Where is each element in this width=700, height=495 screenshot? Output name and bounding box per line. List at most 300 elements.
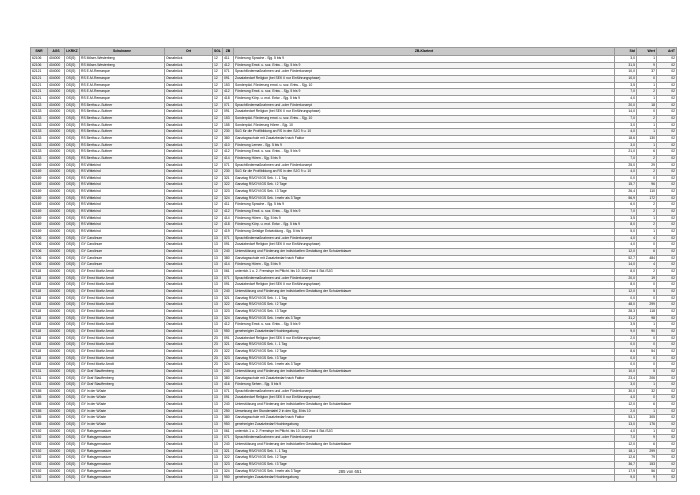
cell-ags: 404000 — [48, 75, 65, 82]
table-row — [31, 162, 677, 169]
cell-artt: 02 — [657, 468, 677, 475]
cell-std: 13,0 — [615, 422, 637, 429]
cell-lkrkz: OS(S) — [65, 89, 80, 96]
cell-zb: 091 — [223, 335, 234, 342]
cell-wert: 172 — [637, 195, 657, 202]
cell-schulname: RS Wittekind — [80, 162, 165, 169]
cell-std: 31,5 — [615, 62, 637, 69]
cell-zb: 230 — [223, 129, 234, 136]
cell-wert: 5 — [637, 288, 657, 295]
cell-zb-klartext: Ganztag RS/GY/IGS Sek. I 3 Tage — [234, 355, 615, 362]
cell-lkrkz: OS(S) — [65, 335, 80, 342]
cell-lkrkz: OS(S) — [65, 402, 80, 409]
cell-ags: 404000 — [48, 82, 65, 89]
cell-artt: 02 — [657, 448, 677, 455]
cell-ags: 404000 — [48, 62, 65, 69]
cell-lkrkz: OS(S) — [65, 235, 80, 242]
cell-zb-klartext: Sprachfördermaßnahmen und -oder Förderkonzept — [234, 102, 615, 109]
cell-ags: 404000 — [48, 322, 65, 329]
cell-zb: 091 — [223, 395, 234, 402]
cell-snr: 67118 — [31, 275, 48, 282]
cell-ags: 404000 — [48, 475, 65, 482]
table-row — [31, 155, 677, 162]
table-row — [31, 122, 677, 129]
cell-schulname: GY Ernst Moritz Arndt — [80, 302, 165, 309]
table-row — [31, 368, 677, 375]
cell-std: 10,0 — [615, 368, 637, 375]
cell-ort: Osnabrück — [165, 209, 213, 216]
cell-ags: 404000 — [48, 302, 65, 309]
cell-zb-klartext: Ganztag RS/GY/IGS Sek. I - 1 Tag — [234, 448, 615, 455]
cell-artt: 02 — [657, 282, 677, 289]
cell-schulname: GY Ernst Moritz Arndt — [80, 335, 165, 342]
cell-std: 4,0 — [615, 129, 637, 136]
cell-sgl: 12 — [213, 202, 223, 209]
cell-ags: 404000 — [48, 135, 65, 142]
cell-ags: 404000 — [48, 415, 65, 422]
cell-schulname: RS Bertha-v.-Suttner — [80, 122, 165, 129]
cell-artt: 02 — [657, 215, 677, 222]
cell-ags: 404000 — [48, 348, 65, 355]
cell-zb: 071 — [223, 102, 234, 109]
cell-ort: Osnabrück — [165, 175, 213, 182]
cell-snr: 67118 — [31, 348, 48, 355]
cell-snr: 67106 — [31, 262, 48, 269]
cell-snr: 67118 — [31, 322, 48, 329]
cell-sgl: 12 — [213, 95, 223, 102]
cell-ags: 404000 — [48, 175, 65, 182]
cell-schulname: GY Ratsgymnasium — [80, 475, 165, 482]
cell-sgl: 13 — [213, 322, 223, 329]
cell-ort: Osnabrück — [165, 442, 213, 449]
cell-lkrkz: OS(S) — [65, 342, 80, 349]
cell-zb-klartext: Sonderpäd. Förderung emot. u. soz. Entw. - Sjg. 10 — [234, 82, 615, 89]
cell-zb-klartext: Zusatzbedarf Religion (bei SEK II nur Einführungsphase) — [234, 109, 615, 116]
cell-lkrkz: OS(S) — [65, 102, 80, 109]
cell-lkrkz: OS(S) — [65, 355, 80, 362]
cell-wert: 1 — [637, 382, 657, 389]
cell-std: 8,0 — [615, 222, 637, 229]
cell-ags: 404000 — [48, 229, 65, 236]
cell-ags: 404000 — [48, 249, 65, 256]
cell-snr: 67155 — [31, 415, 48, 422]
cell-std: 8,0 — [615, 269, 637, 276]
cell-zb-klartext: Sonderpäd. Förderung Hören - Sjg. 10 — [234, 122, 615, 129]
cell-wert: 0 — [637, 109, 657, 116]
cell-lkrkz: OS(S) — [65, 82, 80, 89]
cell-artt: 02 — [657, 69, 677, 76]
col-header-snr: SNR — [31, 48, 48, 56]
cell-zb-klartext: Sprachfördermaßnahmen und -oder Förderkonzept — [234, 235, 615, 242]
cell-schulname: RS E-M-Remarque — [80, 95, 165, 102]
cell-lkrkz: OS(S) — [65, 202, 80, 209]
cell-schulname: RS E-M-Remarque — [80, 75, 165, 82]
cell-sgl: 13 — [213, 235, 223, 242]
cell-zb: 071 — [223, 435, 234, 442]
cell-zb-klartext: Unterstützung und Förderung der individuellen Gestaltung der Schulzeitdauer — [234, 368, 615, 375]
cell-snr: 67155 — [31, 395, 48, 402]
cell-ort: Osnabrück — [165, 402, 213, 409]
cell-artt: 02 — [657, 322, 677, 329]
cell-zb-klartext: Ganztag RS/GY/IGS Sek. I 2 Tage — [234, 455, 615, 462]
cell-snr: 62169 — [31, 222, 48, 229]
cell-ort: Osnabrück — [165, 348, 213, 355]
cell-std: 21,0 — [615, 149, 637, 156]
cell-snr: 62121 — [31, 75, 48, 82]
cell-sgl: 12 — [213, 75, 223, 82]
cell-std: 12,0 — [615, 442, 637, 449]
col-header-lkrkz: LKRKZ — [65, 48, 80, 56]
cell-ags: 404000 — [48, 202, 65, 209]
cell-ort: Osnabrück — [165, 155, 213, 162]
cell-zb-klartext: Förderung Emot. u. soz. Entw. - Sjg. 5 bis 9 — [234, 209, 615, 216]
cell-lkrkz: OS(S) — [65, 249, 80, 256]
cell-schulname: RS Bertha-v.-Suttner — [80, 135, 165, 142]
table-row — [31, 475, 677, 482]
cell-snr: 62133 — [31, 149, 48, 156]
cell-snr: 62121 — [31, 89, 48, 96]
cell-zb: 240 — [223, 402, 234, 409]
cell-ort: Osnabrück — [165, 342, 213, 349]
cell-lkrkz: OS(S) — [65, 222, 80, 229]
cell-lkrkz: OS(S) — [65, 75, 80, 82]
cell-zb: 153 — [223, 82, 234, 89]
cell-artt: 02 — [657, 328, 677, 335]
cell-artt: 02 — [657, 342, 677, 349]
cell-std: 52,7 — [615, 255, 637, 262]
cell-wert: 1 — [637, 122, 657, 129]
cell-schulname: RS Möser-Westerberg — [80, 62, 165, 69]
cell-zb: 240 — [223, 368, 234, 375]
cell-ags: 404000 — [48, 408, 65, 415]
report-table — [30, 47, 677, 482]
cell-zb-klartext: Ganztagsschule mit Zusatzbedarf nach Faktor — [234, 135, 615, 142]
cell-snr: 62169 — [31, 229, 48, 236]
cell-lkrkz: OS(S) — [65, 448, 80, 455]
cell-ort: Osnabrück — [165, 428, 213, 435]
cell-sgl: 12 — [213, 69, 223, 76]
cell-sgl: 13 — [213, 408, 223, 415]
cell-snr: 67192 — [31, 435, 48, 442]
cell-sgl: 12 — [213, 182, 223, 189]
cell-ags: 404000 — [48, 375, 65, 382]
cell-lkrkz: OS(S) — [65, 109, 80, 116]
cell-sgl: 13 — [213, 435, 223, 442]
cell-lkrkz: OS(S) — [65, 408, 80, 415]
table-row — [31, 135, 677, 142]
cell-wert: 0 — [637, 75, 657, 82]
cell-ags: 404000 — [48, 342, 65, 349]
cell-zb-klartext: Ganztagsschule mit Zusatzbedarf nach Faktor — [234, 255, 615, 262]
cell-ags: 404000 — [48, 215, 65, 222]
cell-ags: 404000 — [48, 56, 65, 63]
cell-lkrkz: OS(S) — [65, 368, 80, 375]
cell-std: 14,0 — [615, 109, 637, 116]
cell-wert: 299 — [637, 302, 657, 309]
table-row — [31, 149, 677, 156]
cell-ort: Osnabrück — [165, 89, 213, 96]
cell-sgl: 12 — [213, 215, 223, 222]
cell-artt: 02 — [657, 62, 677, 69]
cell-schulname: RS Wittekind — [80, 189, 165, 196]
cell-std: 7,0 — [615, 89, 637, 96]
cell-lkrkz: OS(S) — [65, 455, 80, 462]
cell-lkrkz: OS(S) — [65, 142, 80, 149]
cell-artt: 02 — [657, 89, 677, 96]
cell-ags: 404000 — [48, 362, 65, 369]
cell-schulname: RS Bertha-v.-Suttner — [80, 142, 165, 149]
cell-artt: 02 — [657, 169, 677, 176]
cell-schulname: GY Graf Stauffenberg — [80, 382, 165, 389]
cell-wert: 2 — [637, 202, 657, 209]
cell-snr: 67118 — [31, 282, 48, 289]
cell-ort: Osnabrück — [165, 262, 213, 269]
cell-artt: 02 — [657, 229, 677, 236]
cell-std: 3,0 — [615, 122, 637, 129]
cell-wert: 130 — [637, 135, 657, 142]
cell-zb: 324 — [223, 195, 234, 202]
cell-sgl: 12 — [213, 56, 223, 63]
cell-ort: Osnabrück — [165, 56, 213, 63]
cell-ort: Osnabrück — [165, 375, 213, 382]
cell-zb: 412 — [223, 62, 234, 69]
cell-wert: 9 — [637, 435, 657, 442]
cell-ags: 404000 — [48, 89, 65, 96]
cell-sgl: 13 — [213, 275, 223, 282]
cell-std: 2,0 — [615, 408, 637, 415]
cell-lkrkz: OS(S) — [65, 149, 80, 156]
cell-zb: 323 — [223, 308, 234, 315]
cell-zb-klartext: Ganztag RS/GY/IGS Sek. I - 1 Tag — [234, 175, 615, 182]
cell-ort: Osnabrück — [165, 295, 213, 302]
cell-sgl: 13 — [213, 422, 223, 429]
cell-schulname: RS Wittekind — [80, 215, 165, 222]
cell-zb: 061 — [223, 269, 234, 276]
table-row — [31, 462, 677, 469]
cell-sgl: 12 — [213, 169, 223, 176]
cell-schulname: RS Bertha-v.-Suttner — [80, 155, 165, 162]
cell-schulname: GY Ernst Moritz Arndt — [80, 282, 165, 289]
cell-sgl: 12 — [213, 135, 223, 142]
cell-zb: 071 — [223, 235, 234, 242]
cell-ort: Osnabrück — [165, 355, 213, 362]
cell-zb: 412 — [223, 149, 234, 156]
cell-artt: 02 — [657, 388, 677, 395]
cell-zb-klartext: Ganztag RS/GY/IGS Sek. I 3 Tage — [234, 462, 615, 469]
cell-sgl: 13 — [213, 282, 223, 289]
cell-zb-klartext: Zusatzbedarf Religion (bei SEK II nur Einführungsphase) — [234, 335, 615, 342]
cell-zb: 091 — [223, 75, 234, 82]
cell-ags: 404000 — [48, 162, 65, 169]
table-row — [31, 402, 677, 409]
cell-std: 30,0 — [615, 388, 637, 395]
cell-snr: 67118 — [31, 328, 48, 335]
cell-artt: 02 — [657, 355, 677, 362]
cell-schulname: RS Bertha-v.-Suttner — [80, 149, 165, 156]
cell-ort: Osnabrück — [165, 162, 213, 169]
cell-snr: 62169 — [31, 189, 48, 196]
cell-schulname: GY Ernst Moritz Arndt — [80, 322, 165, 329]
cell-wert: 0 — [637, 175, 657, 182]
cell-artt: 02 — [657, 195, 677, 202]
cell-std: 0,0 — [615, 175, 637, 182]
cell-zb-klartext: Unterstützung und Förderung der individuellen Gestaltung der Schulzeitdauer — [234, 249, 615, 256]
cell-artt: 02 — [657, 102, 677, 109]
cell-lkrkz: OS(S) — [65, 462, 80, 469]
cell-zb-klartext: Sprachfördermaßnahmen und -oder Förderkonzept — [234, 275, 615, 282]
cell-snr: 62106 — [31, 56, 48, 63]
cell-schulname: GY Ernst Moritz Arndt — [80, 342, 165, 349]
cell-wert: 1 — [637, 82, 657, 89]
cell-artt: 02 — [657, 56, 677, 63]
table-row — [31, 235, 677, 242]
cell-sgl: 13 — [213, 448, 223, 455]
cell-zb: 414 — [223, 155, 234, 162]
cell-wert: 54 — [637, 348, 657, 355]
cell-schulname: GY Ernst Moritz Arndt — [80, 315, 165, 322]
cell-schulname: GY In der Wüste — [80, 422, 165, 429]
cell-zb: 322 — [223, 455, 234, 462]
cell-sgl: 12 — [213, 149, 223, 156]
cell-artt: 02 — [657, 428, 677, 435]
cell-zb: 380 — [223, 255, 234, 262]
table-row — [31, 455, 677, 462]
cell-artt: 02 — [657, 149, 677, 156]
cell-ort: Osnabrück — [165, 269, 213, 276]
cell-std: 7,0 — [615, 115, 637, 122]
table-row — [31, 442, 677, 449]
cell-ags: 404000 — [48, 435, 65, 442]
cell-sgl: 13 — [213, 302, 223, 309]
cell-wert: 0 — [637, 362, 657, 369]
cell-zb: 230 — [223, 169, 234, 176]
cell-ags: 404000 — [48, 129, 65, 136]
cell-zb: 412 — [223, 209, 234, 216]
cell-lkrkz: OS(S) — [65, 395, 80, 402]
cell-zb-klartext: Ganztag RS/GY/IGS Sek. I mehr als 3 Tage — [234, 468, 615, 475]
cell-ort: Osnabrück — [165, 422, 213, 429]
cell-artt: 02 — [657, 435, 677, 442]
cell-std: 3,0 — [615, 382, 637, 389]
cell-ags: 404000 — [48, 222, 65, 229]
cell-artt: 02 — [657, 275, 677, 282]
cell-zb-klartext: Förderung Emot. u. soz. Entw. - Sjg. 5 bis 9 — [234, 89, 615, 96]
cell-ags: 404000 — [48, 182, 65, 189]
cell-sgl: 13 — [213, 382, 223, 389]
cell-schulname: GY Ratsgymnasium — [80, 435, 165, 442]
cell-ags: 404000 — [48, 455, 65, 462]
cell-lkrkz: OS(S) — [65, 375, 80, 382]
cell-wert: 0 — [637, 342, 657, 349]
cell-std: 14,0 — [615, 262, 637, 269]
cell-std: 8,0 — [615, 282, 637, 289]
cell-wert: 6 — [637, 442, 657, 449]
table-row — [31, 95, 677, 102]
cell-zb: 323 — [223, 355, 234, 362]
cell-ort: Osnabrück — [165, 122, 213, 129]
cell-snr: 67106 — [31, 249, 48, 256]
cell-std: 10,0 — [615, 69, 637, 76]
cell-ort: Osnabrück — [165, 362, 213, 369]
cell-lkrkz: OS(S) — [65, 348, 80, 355]
cell-artt: 02 — [657, 242, 677, 249]
cell-wert: 206 — [637, 375, 657, 382]
cell-zb: 322 — [223, 348, 234, 355]
cell-snr: 67192 — [31, 448, 48, 455]
cell-lkrkz: OS(S) — [65, 169, 80, 176]
cell-zb: 410 — [223, 142, 234, 149]
cell-wert: 4 — [637, 262, 657, 269]
cell-sgl: 12 — [213, 155, 223, 162]
cell-wert: 1 — [637, 408, 657, 415]
cell-zb: 418 — [223, 95, 234, 102]
cell-sgl: 12 — [213, 115, 223, 122]
cell-snr: 67118 — [31, 355, 48, 362]
cell-schulname: GY Ernst Moritz Arndt — [80, 362, 165, 369]
cell-wert: 153 — [637, 462, 657, 469]
table-row — [31, 355, 677, 362]
cell-schulname: GY Carolinum — [80, 255, 165, 262]
cell-artt: 02 — [657, 162, 677, 169]
cell-std: 0,0 — [615, 355, 637, 362]
cell-wert: 0 — [637, 242, 657, 249]
cell-zb: 323 — [223, 189, 234, 196]
cell-artt: 02 — [657, 255, 677, 262]
cell-artt: 02 — [657, 308, 677, 315]
cell-ort: Osnabrück — [165, 335, 213, 342]
cell-std: 18,6 — [615, 135, 637, 142]
cell-wert: 299 — [637, 448, 657, 455]
cell-ags: 404000 — [48, 122, 65, 129]
cell-ort: Osnabrück — [165, 202, 213, 209]
cell-sgl: 12 — [213, 102, 223, 109]
cell-lkrkz: OS(S) — [65, 215, 80, 222]
cell-zb: 414 — [223, 215, 234, 222]
table-row — [31, 215, 677, 222]
cell-ags: 404000 — [48, 95, 65, 102]
cell-wert: 19 — [637, 275, 657, 282]
cell-zb-klartext: Umsetzung der Stundentafel 2 in den Sjg. 8 bis 10 — [234, 408, 615, 415]
cell-wert: 0 — [637, 335, 657, 342]
cell-schulname: RS Wittekind — [80, 182, 165, 189]
cell-zb: 322 — [223, 182, 234, 189]
cell-zb-klartext: Förderung Hören - Sjg. 5 bis 9 — [234, 155, 615, 162]
table-row — [31, 62, 677, 69]
cell-zb-klartext: Förderung Emot. u. soz. Entw. - Sjg. 5 bis 9 — [234, 149, 615, 156]
cell-ort: Osnabrück — [165, 169, 213, 176]
cell-schulname: RS Wittekind — [80, 209, 165, 216]
table-row — [31, 202, 677, 209]
cell-snr: 62169 — [31, 215, 48, 222]
cell-ort: Osnabrück — [165, 395, 213, 402]
cell-ags: 404000 — [48, 282, 65, 289]
cell-ort: Osnabrück — [165, 109, 213, 116]
cell-artt: 02 — [657, 142, 677, 149]
cell-ort: Osnabrück — [165, 115, 213, 122]
cell-snr: 67118 — [31, 269, 48, 276]
cell-zb-klartext: Sprachfördermaßnahmen und -oder Förderkonzept — [234, 162, 615, 169]
cell-schulname: GY In der Wüste — [80, 408, 165, 415]
cell-wert: 0 — [637, 395, 657, 402]
cell-ags: 404000 — [48, 428, 65, 435]
cell-snr: 67131 — [31, 375, 48, 382]
cell-lkrkz: OS(S) — [65, 275, 80, 282]
cell-sgl: 12 — [213, 162, 223, 169]
cell-ags: 404000 — [48, 255, 65, 262]
cell-std: 10,0 — [615, 75, 637, 82]
cell-ort: Osnabrück — [165, 435, 213, 442]
cell-lkrkz: OS(S) — [65, 195, 80, 202]
